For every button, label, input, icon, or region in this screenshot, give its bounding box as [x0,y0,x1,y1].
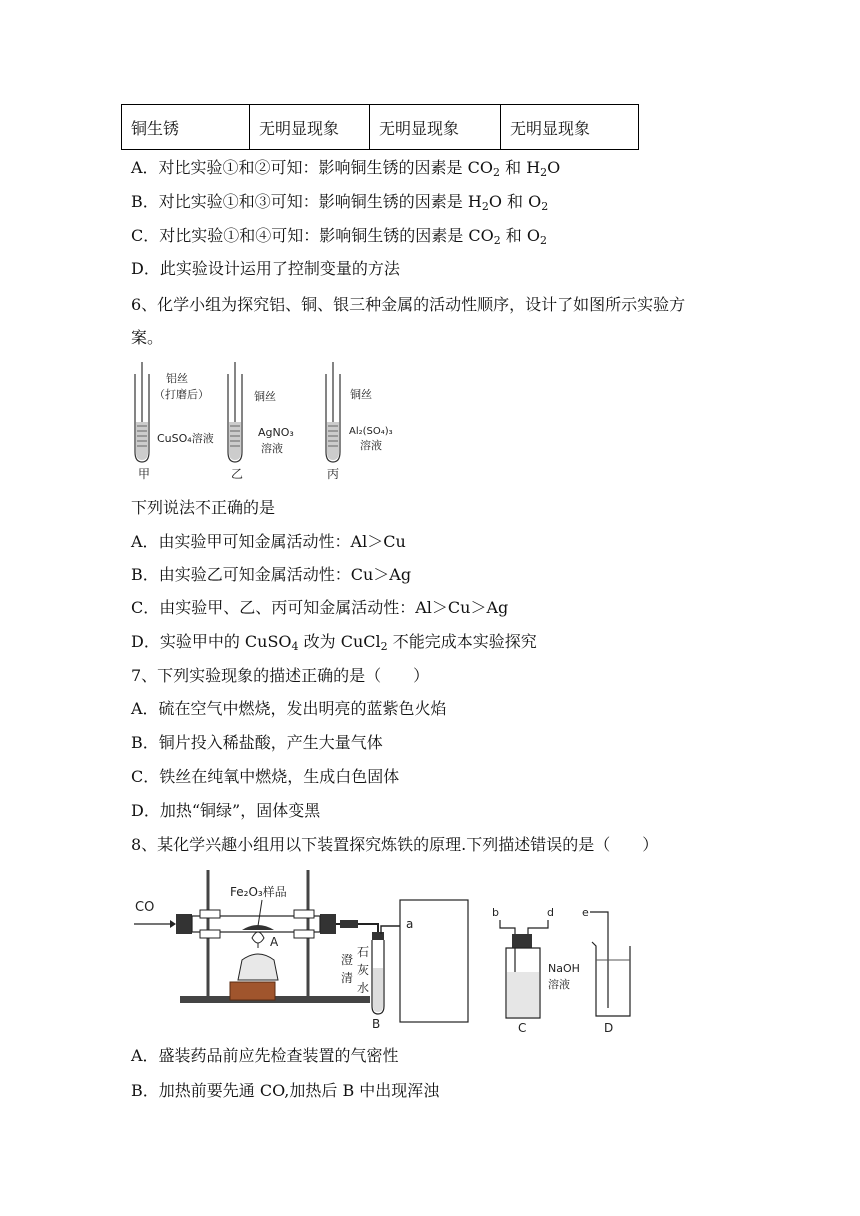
clear-char-2: 清 [341,971,354,985]
D-label: D [604,1021,614,1035]
co-label: CO [135,900,155,915]
q8-option-a: A．盛装药品前应先检查装置的气密性 [131,1046,399,1065]
sample-label: Fe₂O₃样品 [230,885,287,899]
e-label: e [582,906,589,919]
table-cell: 无明显现象 [370,105,501,150]
naoh-solution-label: 溶液 [548,978,570,991]
A-label: A [270,935,279,949]
lime-char-2: 灰 [357,963,370,977]
table-cell: 无明显现象 [501,105,639,150]
clear-char-1: 澄 [341,953,354,967]
jia-wire-label: 铝丝 [166,372,188,385]
C-label: C [518,1021,527,1035]
bing-label: 丙 [327,467,340,481]
naoh-label: NaOH [548,962,580,975]
q7-stem: 7、下列实验现象的描述正确的是（ ） [131,666,430,685]
jia-solution-label: CuSO₄溶液 [157,432,214,445]
tube-yi [228,362,294,481]
bing-solution-label2: 溶液 [360,439,382,452]
q8-stem: 8、某化学兴趣小组用以下装置探究炼铁的原理.下列描述错误的是（ ） [131,835,659,854]
a-label: a [406,917,414,931]
iron-smelting-apparatus-figure [130,868,650,1036]
tube-jia [135,362,214,481]
b-label: b [492,906,499,919]
q6-option-d: D．实验甲中的 CuSO$_4$ 改为 CuCl$_2$ 不能完成本实验探究 [131,632,537,653]
jia-label: 甲 [138,467,151,481]
yi-wire-label: 铜丝 [254,390,276,403]
test-tube-figure [128,360,418,485]
yi-label: 乙 [231,467,244,481]
q7-option-d: D．加热“铜绿”，固体变黑 [131,801,321,820]
bing-wire-label: 铜丝 [350,388,372,401]
q5-option-a: A．对比实验①和②可知：影响铜生锈的因素是 $CO_2$ 和 $H_2O$ [131,158,561,179]
table-row [122,105,639,150]
lime-char-3: 水 [357,981,370,995]
q7-option-c: C．铁丝在纯氧中燃烧，生成白色固体 [131,767,400,786]
q7-option-b: B．铜片投入稀盐酸，产生大量气体 [131,733,383,752]
q6-stem-line1: 6、化学小组为探究铝、铜、银三种金属的活动性顺序，设计了如图所示实验方 [131,295,686,314]
yi-solution-label: AgNO₃ [258,426,294,439]
tube-bing [326,362,393,481]
q5-option-c: C．对比实验①和④可知：影响铜生锈的因素是 $CO_2$ 和 $O_2$ [131,226,547,247]
B-label: B [372,1017,381,1031]
table-cell: 铜生锈 [122,105,250,150]
d-label: d [547,906,554,919]
q6-stem-line2: 案。 [131,328,164,347]
bing-solution-label: Al₂(SO₄)₃ [349,426,393,437]
q6-option-a: A．由实验甲可知金属活动性：Al＞Cu [131,532,406,551]
yi-solution-label2: 溶液 [261,442,283,455]
q5-option-b: B．对比实验①和③可知：影响铜生锈的因素是 $H_2O$ 和 $O_2$ [131,192,549,213]
q8-option-b: B．加热前要先通 CO,加热后 B 中出现浑浊 [131,1081,440,1100]
results-table [121,104,639,150]
lime-char-1: 石 [357,945,370,959]
q6-option-c: C．由实验甲、乙、丙可知金属活动性：Al＞Cu＞Ag [131,598,509,617]
table-cell: 无明显现象 [250,105,370,150]
jia-wire-note: （打磨后） [154,388,209,401]
q6-option-b: B．由实验乙可知金属活动性：Cu＞Ag [131,565,412,584]
q5-option-d: D．此实验设计运用了控制变量的方法 [131,259,400,278]
q7-option-a: A．硫在空气中燃烧，发出明亮的蓝紫色火焰 [131,699,447,718]
q6-prompt: 下列说法不正确的是 [131,498,276,517]
